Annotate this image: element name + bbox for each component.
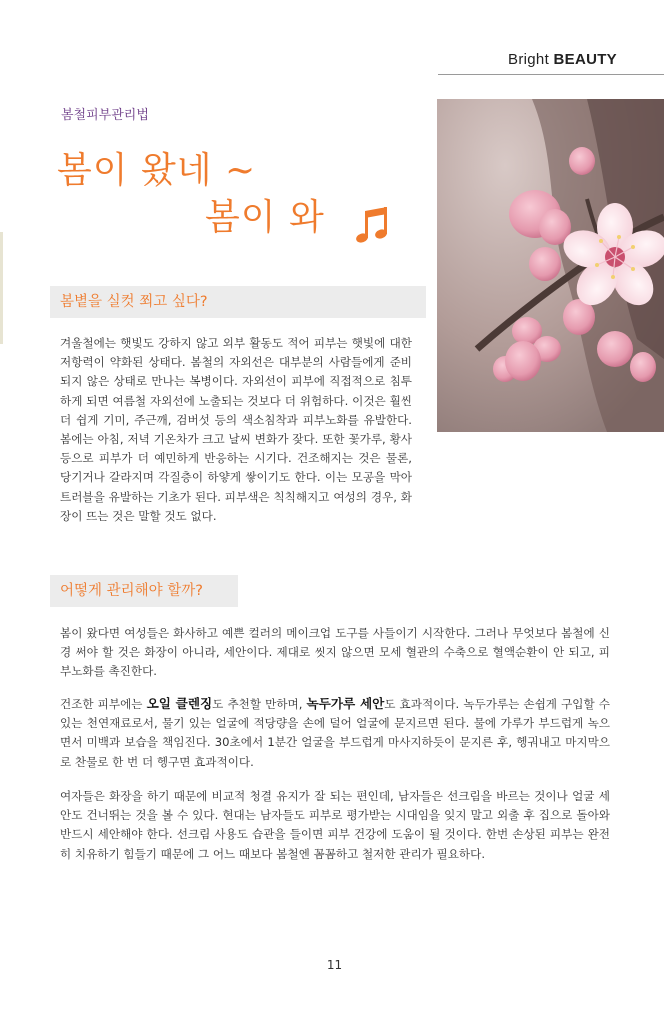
title-line-1: 봄이 왔네 ~	[57, 150, 257, 191]
paragraph-3-part-2: 도 추천할 만하며,	[212, 697, 307, 711]
paragraph-3-part-3: 도 효과적이다. 녹두가루는 손쉽게 구입할 수 있는 천연재료로서, 물기 있는 얼굴에 적당량을 손에 덜어 얼굴에 문지르면 된다. 물에 가루가 부드럽게 녹으면서 미백과 보습을 책임진다. 30초에서 1분간 얼굴을 부드럽게 마사지하듯이 문지른 후, 헹궈내고 마지막으로 찬물로 한 번 더 헹구면 효과적이다.	[60, 697, 610, 769]
cherry-blossom-photo	[437, 99, 664, 432]
title-line-2: 봄이 와	[205, 197, 325, 238]
paragraph-1: 겨울철에는 햇빛도 강하지 않고 외부 활동도 적어 피부는 햇빛에 대한 저항력이 약화된 상태다. 봄철의 자외선은 대부분의 사람들에게 준비되지 않은 상태로 만나는 복병이다. 자외선이 피부에 직접적으로 침투하게 되면 여름철 자외선에 노출되는 것보다 더 위험하다. 이것은 훨씬 더 쉽게 기미, 주근깨, 검버섯 등의 색소침착과 피부노화를 유발한다. 봄에는 아침, 저녁 기온차가 크고 날씨 변화가 잦다. 또한 꽃가루, 황사 등으로 피부가 더 예민하게 반응하는 시기다. 건조해지는 것은 물론, 당기거나 갈라지며 각질층이 하얗게 쌓이기도 한다. 이는 모공을 막아 트러블을 유발하는 기초가 된다. 피부색은 칙칙해지고 여성의 경우, 화장이 뜨는 것은 말할 것도 없다.	[60, 336, 412, 523]
header-rule	[438, 74, 664, 75]
paragraph-3	[60, 694, 610, 772]
page-number: 11	[326, 958, 343, 972]
subheading-how-to-care: 어떻게 관리해야 할까?	[50, 575, 238, 607]
music-note-icon	[355, 206, 389, 244]
paragraph-4: 여자들은 화장을 하기 때문에 비교적 청결 유지가 잘 되는 편인데, 남자들은 선크림을 바르는 것이나 얼굴 세안도 건너뛰는 것을 볼 수 있다. 현대는 남자들도 피부로 평가받는 시대임을 잊지 말고 외출 후 집으로 돌아와 반드시 세안해야 한다. 선크림 사용도 습관을 들이면 피부 건강에 도움이 될 것이다. 한번 손상된 피부는 완전히 치유하기 힘들기 때문에 그 어느 때보다 봄철엔 꼼꼼하고 철저한 관리가 필요하다.	[60, 789, 611, 861]
brand-light: Bright	[508, 51, 550, 68]
brand-bold: BEAUTY	[553, 51, 617, 68]
highlight-oil-cleansing: 오일 클렌징	[146, 696, 213, 711]
paragraph-3-part-1: 건조한 피부에는	[60, 697, 147, 711]
paragraph-2: 봄이 왔다면 여성들은 화사하고 예쁜 컬러의 메이크업 도구를 사들이기 시작한다. 그러나 무엇보다 봄철에 신경 써야 할 것은 화장이 아니라, 세안이다. 제대로 씻지 않으면 모세 혈관의 수축으로 혈액순환이 안 되고, 피부노화를 촉진한다.	[60, 626, 610, 679]
highlight-mungbean-wash: 녹두가루 세안	[306, 696, 385, 711]
section-label: 봄철피부관리법	[61, 108, 149, 123]
left-edge-tab	[0, 232, 3, 344]
header-brand	[508, 51, 617, 68]
subheading-sunlight: 봄볕을 실컷 쬐고 싶다?	[50, 286, 426, 318]
